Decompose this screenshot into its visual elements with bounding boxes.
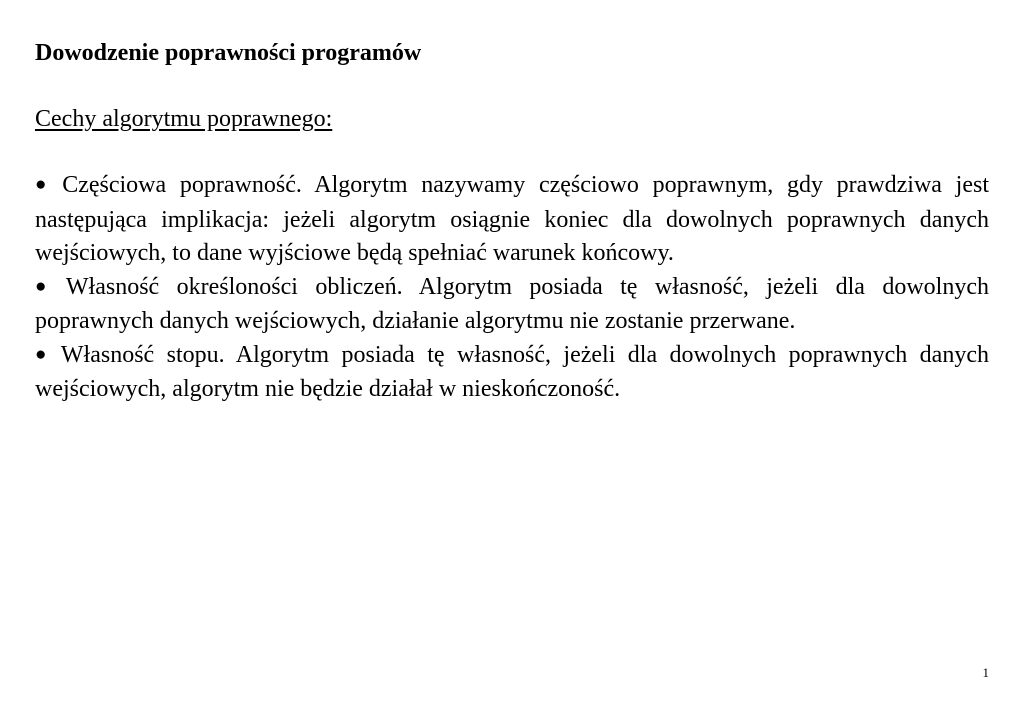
paragraph-text: Częściowa poprawność. Algorytm nazywamy częściowo poprawnym, gdy prawdziwa jest następująca implikacja: jeżeli algorytm osiągnie koniec dla dowolnych poprawnych danych wejściowych, to dane wyjściowe będą spełniać warunek końcowy.: [35, 172, 990, 266]
section-heading: [35, 104, 989, 134]
paragraph-text: Własność określoności obliczeń. Algorytm posiada tę własność, jeżeli dla dowolnych poprawnych danych wejściowych, działanie algorytmu nie zostanie przerwane.: [35, 273, 989, 334]
bullet-icon: ●: [35, 343, 53, 365]
list-item: [35, 169, 989, 271]
bullet-list: [35, 169, 989, 407]
list-item: [35, 271, 989, 339]
page-title: Dowodzenie poprawności programów: [35, 40, 422, 66]
document-body: [35, 38, 989, 407]
section-heading-text: Cechy algorytmu poprawnego:: [35, 106, 333, 132]
bullet-icon: ●: [35, 275, 58, 297]
list-item: [35, 339, 989, 407]
bullet-icon: ●: [35, 174, 55, 195]
page-number: 1: [982, 665, 989, 680]
paragraph-text: Własność stopu. Algorytm posiada tę własność, jeżeli dla dowolnych poprawnych danych wejściowych, algorytm nie będzie działał w nieskończoność.: [35, 341, 989, 402]
